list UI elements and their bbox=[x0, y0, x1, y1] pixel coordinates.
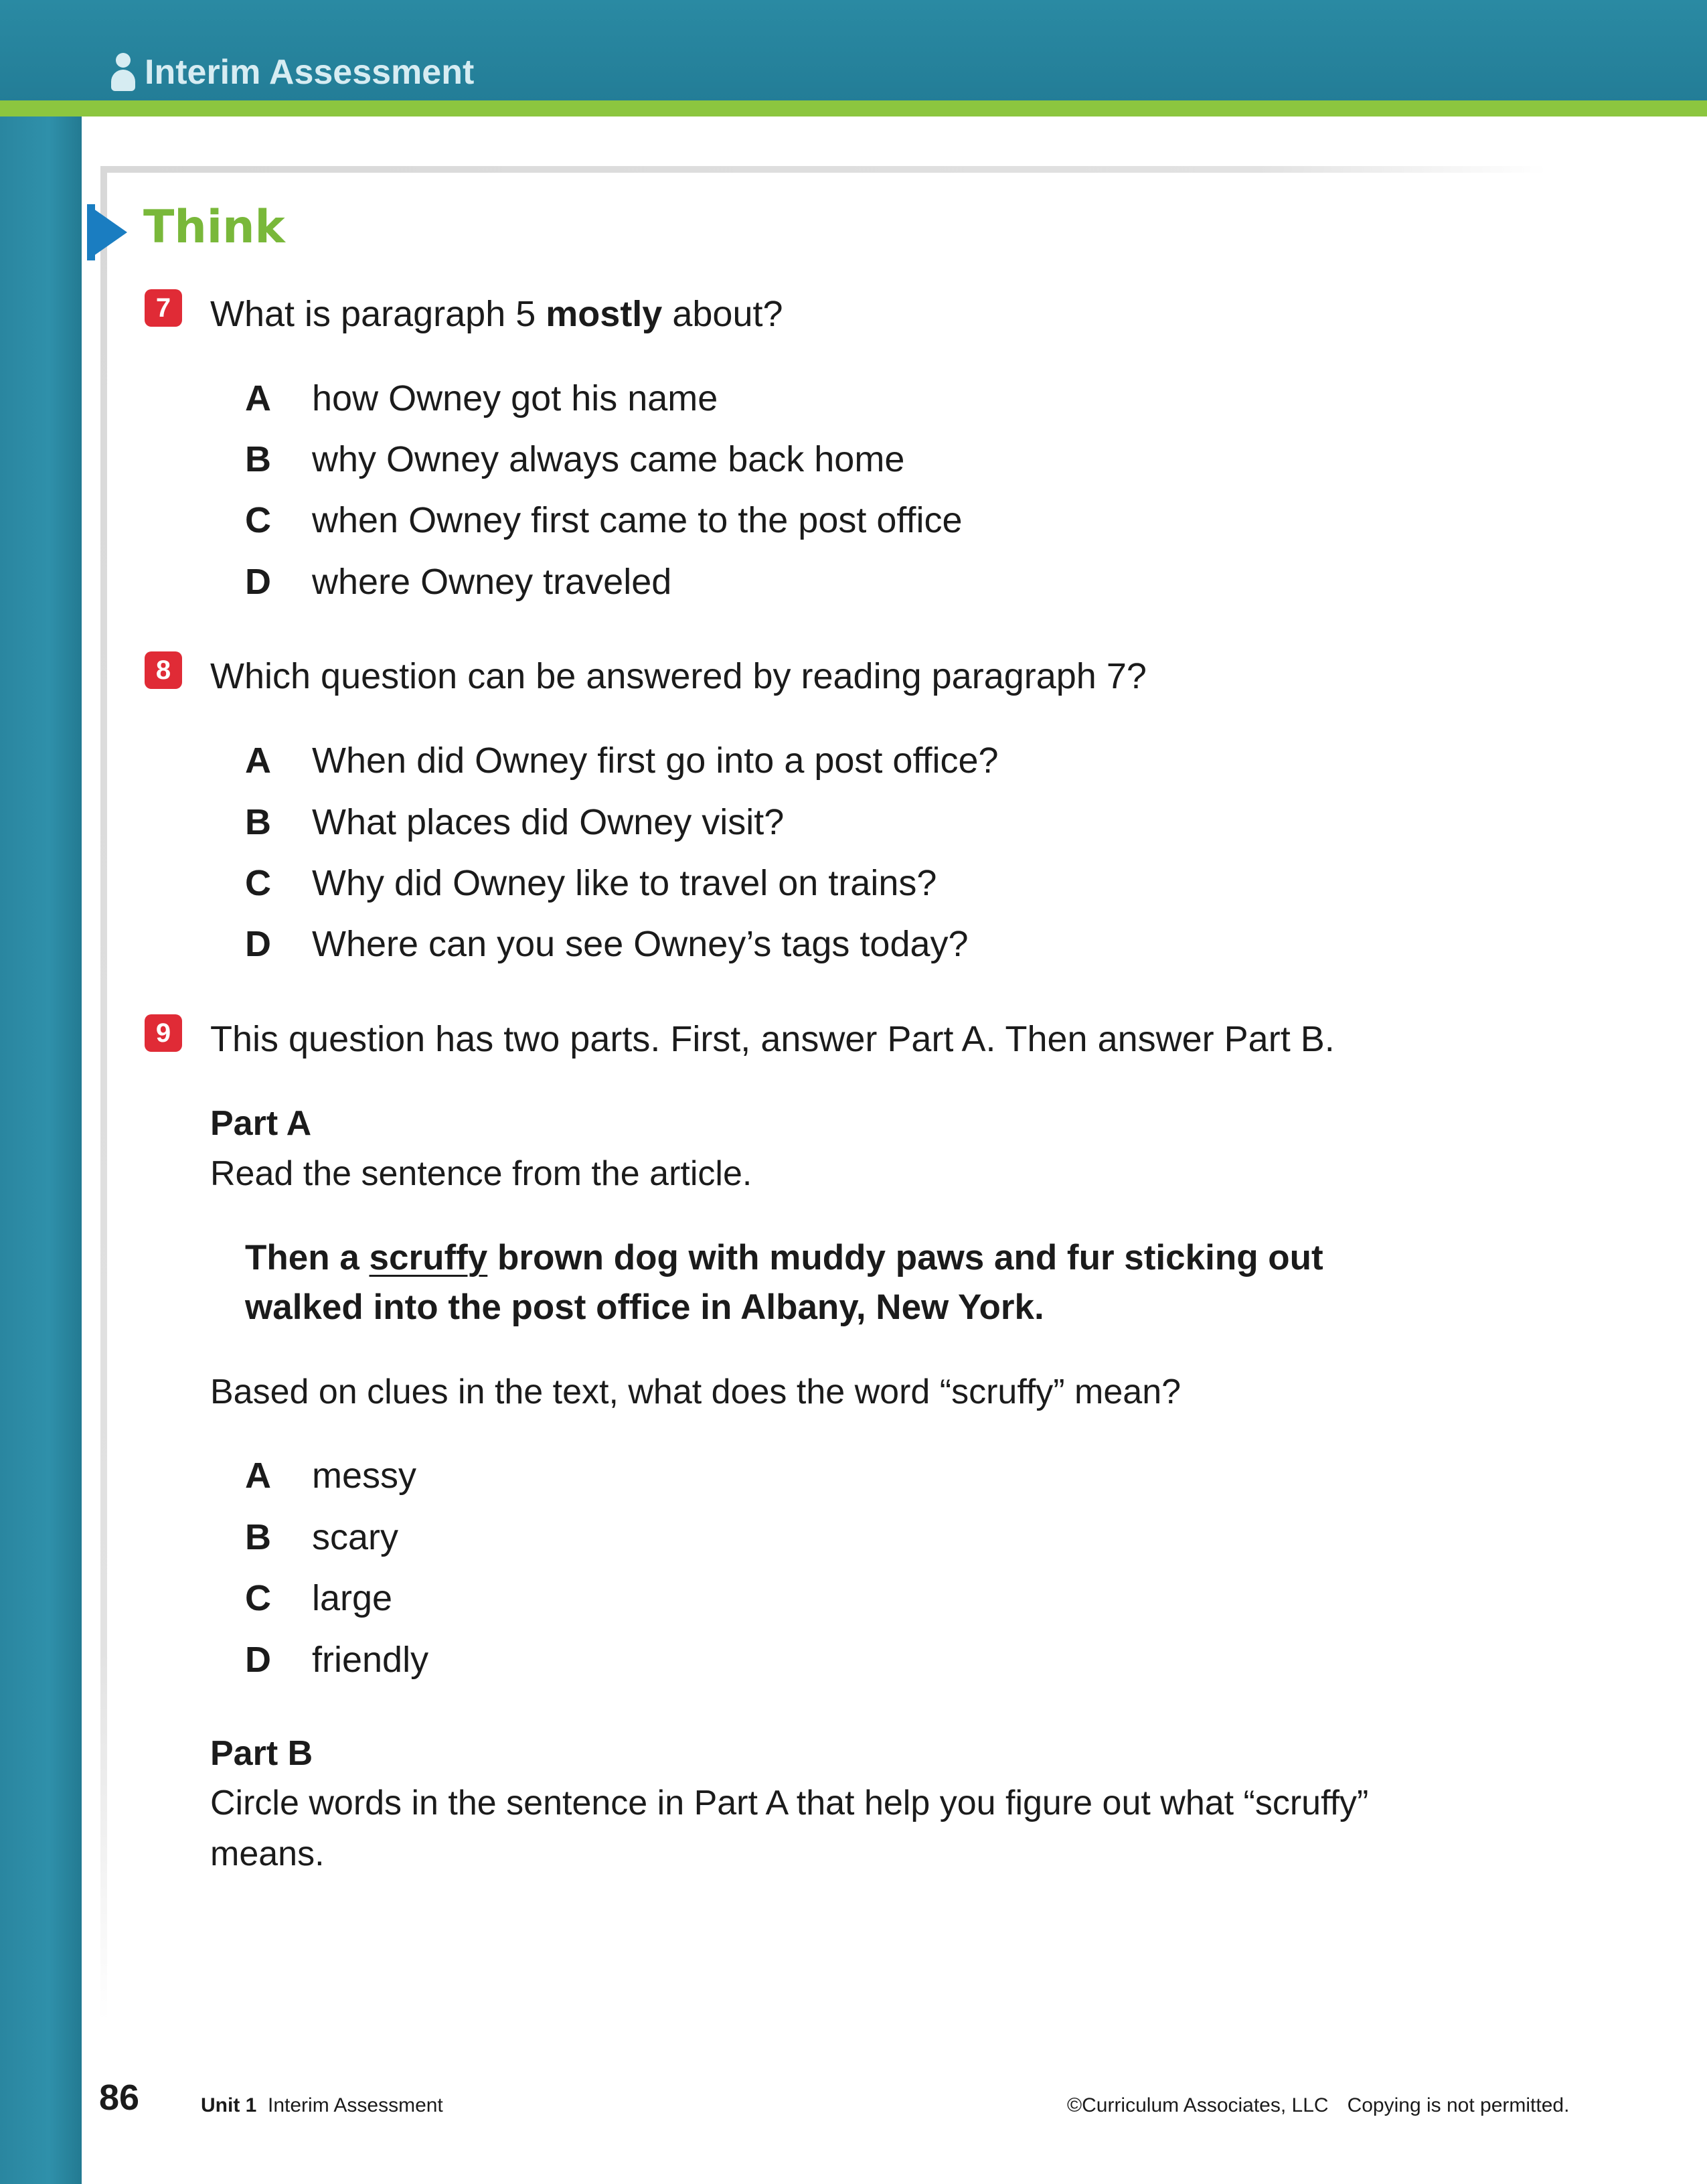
option-letter: B bbox=[245, 1517, 271, 1557]
quote-text: walked into the post office in Albany, New York. bbox=[245, 1288, 1044, 1327]
page-number: 86 bbox=[99, 2078, 140, 2118]
copy-notice: Copying is not permitted. bbox=[1347, 2094, 1570, 2116]
quote-text: brown dog with muddy paws and fur sticking out bbox=[487, 1238, 1323, 1277]
answer-option[interactable] bbox=[245, 1638, 428, 1681]
answer-option[interactable] bbox=[245, 1577, 392, 1620]
option-text: Why did Owney like to travel on trains? bbox=[312, 863, 937, 903]
answer-option[interactable] bbox=[245, 438, 904, 481]
footer-unit bbox=[201, 2094, 443, 2117]
answer-option[interactable] bbox=[245, 560, 671, 603]
option-letter: C bbox=[245, 863, 271, 903]
option-text: large bbox=[312, 1578, 393, 1618]
option-letter: C bbox=[245, 500, 271, 540]
question-number-badge: 7 bbox=[145, 289, 182, 327]
question-stem-emphasis: mostly bbox=[546, 294, 663, 334]
content-frame-top bbox=[100, 166, 1546, 173]
question-stem: This question has two parts. First, answer Part A. Then answer Part B. bbox=[210, 1019, 1335, 1059]
option-letter: A bbox=[245, 378, 271, 418]
part-a-heading: Part A bbox=[210, 1104, 312, 1143]
answer-option[interactable] bbox=[245, 499, 962, 542]
option-text: messy bbox=[312, 1456, 417, 1496]
part-b-instruction-line: means. bbox=[210, 1835, 325, 1873]
option-text: where Owney traveled bbox=[312, 562, 672, 602]
option-letter: D bbox=[245, 924, 271, 964]
question-number-badge: 8 bbox=[145, 651, 182, 689]
option-letter: B bbox=[245, 439, 271, 479]
option-text: friendly bbox=[312, 1640, 429, 1680]
think-flag-arrow-icon bbox=[87, 204, 127, 260]
footer-unit-title: Interim Assessment bbox=[268, 2094, 443, 2116]
header-divider bbox=[0, 100, 1707, 116]
question-stem-text: What is paragraph 5 bbox=[210, 294, 546, 334]
quote-underlined-word[interactable]: scruffy bbox=[369, 1238, 488, 1277]
part-b-heading: Part B bbox=[210, 1734, 313, 1773]
option-text: why Owney always came back home bbox=[312, 439, 905, 479]
option-text: When did Owney first go into a post office? bbox=[312, 740, 999, 781]
answer-option[interactable] bbox=[245, 1516, 398, 1559]
left-margin-band bbox=[0, 116, 82, 2184]
option-letter: D bbox=[245, 562, 271, 602]
option-letter: C bbox=[245, 1578, 271, 1618]
header-title bbox=[111, 51, 474, 94]
option-letter: D bbox=[245, 1640, 271, 1680]
footer-copyright bbox=[1067, 2094, 1569, 2117]
question-stem: Which question can be answered by reading paragraph 7? bbox=[210, 656, 1147, 696]
quote-text: Then a bbox=[245, 1238, 370, 1277]
answer-option[interactable] bbox=[245, 377, 718, 420]
copyright-text: ©Curriculum Associates, LLC bbox=[1067, 2094, 1329, 2116]
question-stem bbox=[210, 293, 783, 335]
content-frame-left bbox=[100, 166, 107, 2021]
option-letter: A bbox=[245, 1456, 271, 1496]
answer-option[interactable] bbox=[245, 923, 969, 965]
part-a-prompt: Based on clues in the text, what does the word “scruffy” mean? bbox=[210, 1373, 1182, 1411]
question-number-badge: 9 bbox=[145, 1014, 182, 1052]
option-text: Where can you see Owney’s tags today? bbox=[312, 924, 969, 964]
part-b-instruction-line: Circle words in the sentence in Part A that help you figure out what “scruffy” bbox=[210, 1784, 1369, 1822]
option-text: scary bbox=[312, 1517, 399, 1557]
footer-unit-label: Unit 1 bbox=[201, 2094, 257, 2116]
section-label: Think bbox=[143, 201, 285, 254]
question-stem-text: about? bbox=[662, 294, 783, 334]
header-title-text: Interim Assessment bbox=[145, 53, 475, 92]
part-a-instruction: Read the sentence from the article. bbox=[210, 1154, 752, 1193]
option-letter: A bbox=[245, 740, 271, 781]
option-text: how Owney got his name bbox=[312, 378, 718, 418]
answer-option[interactable] bbox=[245, 1454, 416, 1497]
answer-option[interactable] bbox=[245, 739, 999, 782]
option-letter: B bbox=[245, 802, 271, 842]
person-icon bbox=[111, 53, 135, 92]
article-quote bbox=[245, 1233, 1517, 1332]
answer-option[interactable] bbox=[245, 862, 937, 905]
option-text: when Owney first came to the post office bbox=[312, 500, 963, 540]
answer-option[interactable] bbox=[245, 801, 784, 844]
option-text: What places did Owney visit? bbox=[312, 802, 785, 842]
